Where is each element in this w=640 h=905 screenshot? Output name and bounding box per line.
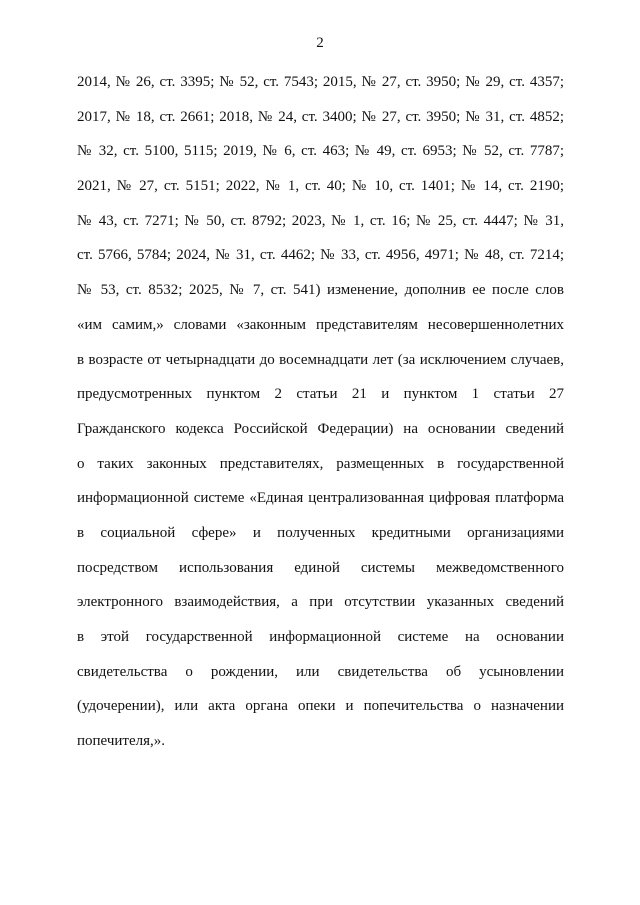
text-line: № 32, ст. 5100, 5115; 2019, № 6, ст. 463; № 49, ст. 6953; № 52, ст. 7787; [77,143,564,160]
text-line: в этой государственной информационной системе на основании [77,629,564,645]
text-line: о таких законных представителях, размещенных в государственной [77,455,564,472]
text-line: свидетельства о рождении, или свидетельства об усыновлении [77,663,564,680]
text-line: № 43, ст. 7271; № 50, ст. 8792; 2023, № 1, ст. 16; № 25, ст. 4447; № 31, [77,212,564,229]
text-line: в социальной сфере» и полученных кредитными организациями [77,524,564,541]
text-line: информационной системе «Единая централизованная цифровая платформа [77,490,564,507]
text-line: Гражданского кодекса Российской Федерации) на основании сведений [77,420,564,437]
text-line: в возрасте от четырнадцати до восемнадцати лет (за исключением случаев, [77,351,564,368]
text-line: электронного взаимодействия, а при отсутствии указанных сведений [77,594,564,611]
text-line-last: попечителя,». [77,733,166,750]
text-line: «им самим,» словами «законным представителям несовершеннолетних [77,316,564,333]
text-line: ст. 5766, 5784; 2024, № 31, ст. 4462; № 33, ст. 4956, 4971; № 48, ст. 7214; [77,247,564,264]
text-line: посредством использования единой системы межведомственного [77,559,564,576]
text-line: предусмотренных пунктом 2 статьи 21 и пунктом 1 статьи 27 [77,386,564,403]
page-number: 2 [316,35,324,51]
text-line: 2021, № 27, ст. 5151; 2022, № 1, ст. 40; № 10, ст. 1401; № 14, ст. 2190; [77,178,564,195]
text-line: (удочерении), или акта органа опеки и попечительства о назначении [77,698,564,715]
text-line: 2017, № 18, ст. 2661; 2018, № 24, ст. 3400; № 27, ст. 3950; № 31, ст. 4852; [77,108,564,125]
text-line: № 53, ст. 8532; 2025, № 7, ст. 541) изменение, дополнив ее после слов [77,282,564,299]
text-line: 2014, № 26, ст. 3395; № 52, ст. 7543; 2015, № 27, ст. 3950; № 29, ст. 4357; [77,74,564,90]
body-text [77,70,564,764]
